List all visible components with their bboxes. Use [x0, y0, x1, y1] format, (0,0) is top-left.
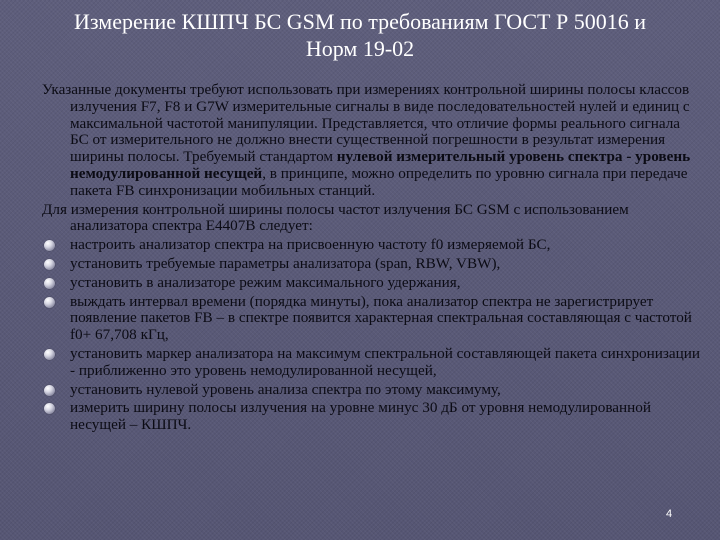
bullet-circle-icon: [44, 385, 55, 396]
list-item: [42, 237, 702, 254]
list-item-text: выждать интервал времени (порядка минуты), пока анализатор спектра не зарегистрирует появление пакетов FB – в спектре появится характерная спектральная составляющая с частотой f0+ 67,708 кГц,: [70, 292, 692, 344]
bullet-circle-icon: [44, 278, 55, 289]
list-item-text: установить нулевой уровень анализа спектра по этому максимуму,: [70, 380, 501, 398]
list-item: [42, 382, 702, 399]
procedure-steps-list: [42, 237, 702, 434]
list-item: [42, 346, 702, 380]
slide-title-line-1: Измерение КШПЧ БС GSM по требованиям ГОСТ Р 50016 и: [74, 9, 646, 34]
bullet-circle-icon: [44, 259, 55, 270]
paragraph-documents-text-a: Указанные документы требуют использовать при измерениях контрольной ширины полосы классов излучения F7, F8 и G7W измерительные сигналы в виде последовательностей нулей и единиц с максимальной частотой манипуляции. Представляется, что отличие формы реального сигнала БС от измерительного не должно внести существенной погрешности в результат измерения ширины полосы. Требуемый стандартом: [42, 81, 690, 166]
bullet-circle-icon: [44, 240, 55, 251]
paragraph-documents: [42, 82, 702, 200]
page-number: 4: [666, 508, 673, 520]
list-item: [42, 400, 702, 434]
slide-body: [42, 82, 702, 436]
list-item-text: установить требуемые параметры анализатора (span, RBW, VBW),: [70, 254, 501, 272]
paragraph-procedure-intro: Для измерения контрольной ширины полосы частот излучения БС GSM с использованием анализатора спектра E4407B следует:: [42, 200, 629, 235]
list-item: [42, 256, 702, 273]
slide-title: [20, 8, 700, 62]
paragraph-documents-bold: нулевой измерительный уровень спектра - уровень немодулированной несущей: [70, 148, 691, 182]
bullet-circle-icon: [44, 297, 55, 308]
slide-title-line-2: Норм 19-02: [305, 36, 415, 61]
bullet-circle-icon: [44, 403, 55, 414]
bullet-circle-icon: [44, 349, 55, 360]
list-item: [42, 275, 702, 292]
list-item-text: измерить ширину полосы излучения на уровне минус 30 дБ от уровня немодулированной несущей – КШПЧ.: [70, 399, 652, 434]
list-item-text: установить в анализаторе режим максимального удержания,: [70, 273, 461, 291]
list-item: [42, 294, 702, 344]
list-item-text: настроить анализатор спектра на присвоенную частоту f0 измеряемой БС,: [70, 236, 551, 254]
paragraph-documents-text-b: , в принципе, можно определить по уровню сигнала при передаче пакета FB синхронизации мобильных станций.: [70, 164, 688, 199]
list-item-text: установить маркер анализатора на максимум спектральной составляющей пакета синхронизации - приближенно это уровень немодулированной несущей,: [70, 344, 701, 379]
